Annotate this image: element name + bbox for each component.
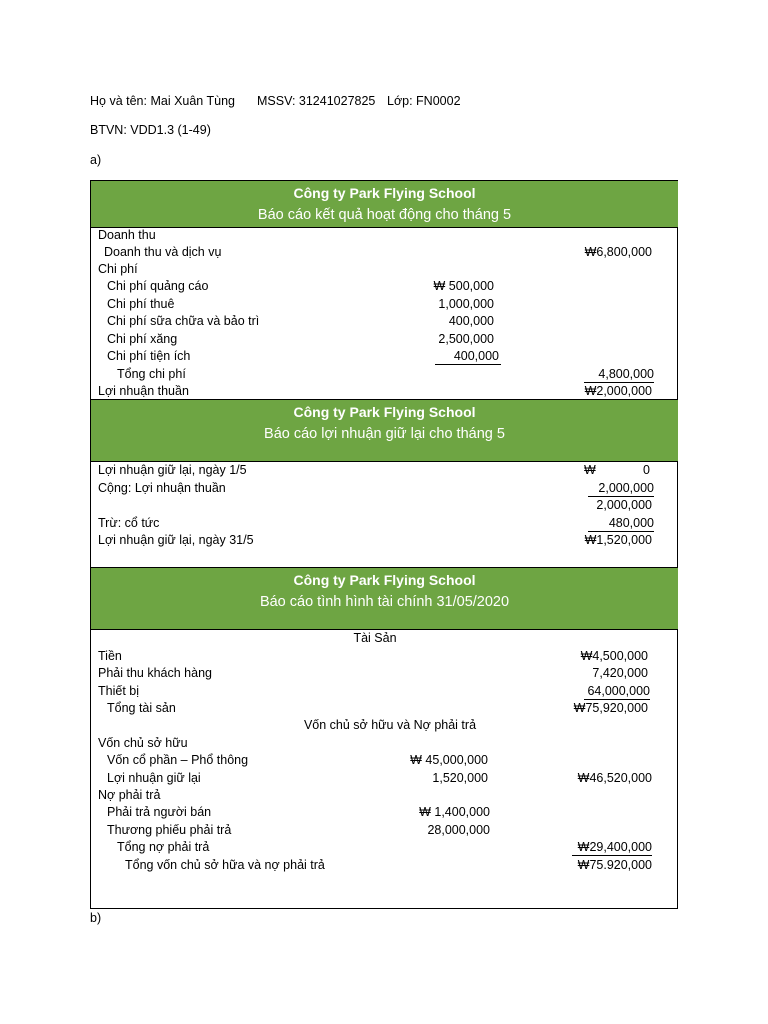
total-assets-label: Tổng tài sản bbox=[107, 701, 176, 715]
asset-value: 64,000,000 bbox=[584, 683, 650, 700]
revenue-heading: Doanh thu bbox=[98, 228, 156, 242]
balance-sheet-title: Báo cáo tình hình tài chính 31/05/2020 bbox=[259, 594, 510, 610]
total-le-label: Tổng vốn chủ sở hữa và nợ phải trả bbox=[125, 858, 325, 872]
re-subtotal-value: 2,000,000 bbox=[596, 498, 652, 512]
liability-item-label: Thương phiếu phải trả bbox=[107, 823, 232, 837]
assignment-label: BTVN: VDD1.3 (1-49) bbox=[90, 123, 211, 137]
net-income-label: Lợi nhuận thuần bbox=[98, 384, 189, 398]
part-b-label: b) bbox=[90, 911, 102, 925]
assets-heading: Tài Sản bbox=[353, 631, 397, 645]
liability-item-value: 28,000,000 bbox=[427, 823, 490, 837]
expense-label: Chi phí tiện ích bbox=[107, 349, 191, 363]
total-assets-value: ₩75,920,000 bbox=[573, 701, 648, 715]
revenue-item-label: Doanh thu và dịch vụ bbox=[104, 245, 222, 259]
expense-label: Chi phí thuê bbox=[107, 297, 175, 311]
re-opening-label: Lợi nhuận giữ lại, ngày 1/5 bbox=[98, 463, 247, 477]
re-less-label: Trừ: cổ tức bbox=[98, 516, 160, 530]
expense-label: Chi phí quảng cáo bbox=[107, 279, 209, 293]
re-add-label: Cộng: Lợi nhuận thuần bbox=[98, 481, 226, 495]
total-expense-label: Tổng chi phí bbox=[117, 367, 186, 381]
retained-earnings-header bbox=[91, 400, 678, 461]
expense-heading: Chi phí bbox=[98, 262, 138, 276]
student-name: Họ và tên: Mai Xuân Tùng bbox=[90, 94, 235, 108]
asset-label: Tiền bbox=[98, 649, 122, 663]
re-add-value: 2,000,000 bbox=[588, 480, 654, 497]
income-statement-header bbox=[91, 181, 678, 227]
expense-label: Chi phí xăng bbox=[107, 332, 178, 346]
total-expense-value: 4,800,000 bbox=[584, 366, 654, 383]
liability-item-value: ₩ 1,400,000 bbox=[419, 805, 490, 819]
asset-label: Phải thu khách hàng bbox=[98, 666, 212, 680]
part-a-label: a) bbox=[90, 153, 102, 167]
expense-value: 1,000,000 bbox=[438, 297, 494, 311]
class-code: Lớp: FN0002 bbox=[387, 94, 461, 108]
revenue-item-value: ₩6,800,000 bbox=[584, 245, 652, 259]
equity-item-label: Vốn cổ phần – Phổ thông bbox=[107, 753, 249, 767]
bs-company-name: Công ty Park Flying School bbox=[293, 572, 476, 588]
income-company-name: Công ty Park Flying School bbox=[293, 185, 476, 201]
re-closing-label: Lợi nhuận giữ lại, ngày 31/5 bbox=[98, 533, 254, 547]
re-less-value: 480,000 bbox=[588, 515, 654, 532]
total-liabilities-value: ₩29,400,000 bbox=[572, 839, 652, 856]
expense-label: Chi phí sữa chữa và bảo trì bbox=[107, 314, 260, 328]
expense-value: ₩ 500,000 bbox=[433, 279, 494, 293]
equity-total-value: ₩46,520,000 bbox=[577, 771, 652, 785]
re-opening-value: 0 bbox=[643, 463, 650, 477]
equity-item-label: Lợi nhuận giữ lại bbox=[107, 771, 201, 785]
student-id: MSSV: 31241027825 bbox=[257, 94, 376, 108]
income-statement-title: Báo cáo kết quả hoạt động cho tháng 5 bbox=[257, 207, 512, 223]
asset-value: 7,420,000 bbox=[592, 666, 648, 680]
net-income-value: ₩2,000,000 bbox=[584, 384, 652, 398]
liability-item-label: Phải trả người bán bbox=[107, 805, 212, 819]
asset-value: ₩4,500,000 bbox=[580, 649, 648, 663]
liab-equity-heading: Vốn chủ sở hữu và Nợ phải trả bbox=[303, 718, 477, 732]
expense-value: 400,000 bbox=[435, 348, 501, 365]
retained-earnings-title: Báo cáo lợi nhuận giữ lại cho tháng 5 bbox=[264, 426, 505, 442]
asset-label: Thiết bị bbox=[98, 684, 139, 698]
expense-value: 400,000 bbox=[448, 314, 494, 328]
equity-heading: Vốn chủ sở hữu bbox=[98, 736, 188, 750]
total-liabilities-label: Tổng nợ phải trả bbox=[117, 840, 210, 854]
expense-value: 2,500,000 bbox=[438, 332, 494, 346]
re-closing-value: ₩1,520,000 bbox=[584, 533, 652, 547]
equity-item-value: ₩ 45,000,000 bbox=[410, 753, 488, 767]
equity-item-value: 1,520,000 bbox=[432, 771, 488, 785]
liabilities-heading: Nợ phải trả bbox=[98, 788, 161, 802]
re-company-name: Công ty Park Flying School bbox=[293, 404, 476, 420]
total-le-value: ₩75.920,000 bbox=[577, 858, 652, 872]
balance-sheet-header bbox=[91, 568, 678, 629]
re-opening-currency: ₩ bbox=[584, 463, 596, 477]
